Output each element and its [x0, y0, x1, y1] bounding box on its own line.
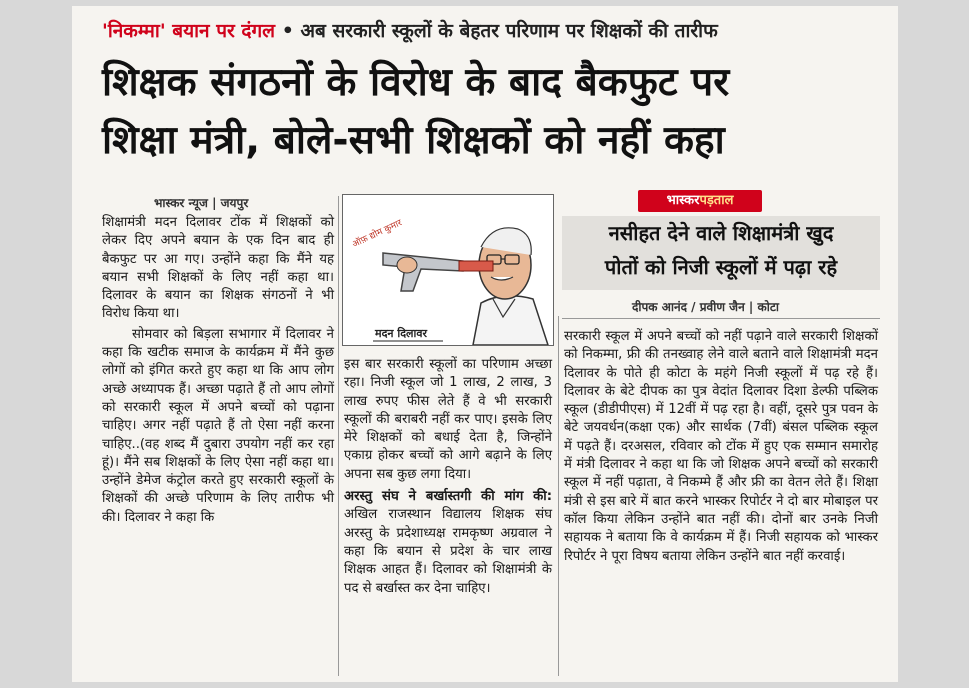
column-divider: [558, 316, 559, 676]
main-headline: [102, 54, 892, 170]
bhaskar-padtal-badge: [638, 190, 762, 212]
sidebar-headline-line-1: नसीहत देने वाले शिक्षामंत्री खुद: [608, 221, 834, 245]
col2-paragraph-2-text: अखिल राजस्थान विद्यालय शिक्षक संघ अरस्तु के प्रदेशाध्यक्ष रामकृष्ण अग्रवाल ने कहा कि बयान से प्रदेश के चार लाख शिक्षक आहत हैं। दिलावर को शिक्षामंत्री के पद से बर्खास्त कर देना चाहिए।: [344, 507, 552, 596]
col2-subheading: अरस्तु संघ ने बर्खास्तगी की मांग की:: [344, 489, 552, 505]
column-3: [564, 328, 878, 568]
cartoon-bubble: ऑफ़ द्योम कुमार: [350, 218, 404, 250]
col1-paragraph-2: सोमवार को बिड़ला सभागार में दिलावर ने कहा कि खटीक समाज के कार्यक्रम में मैंने कुछ लोगों को इंगित करते हुए कहा था कि आप लोग अच्छे अध्यापक हैं। अच्छा पढ़ाते हैं तो आप लोगों को सरकारी स्कूल में अपने बच्चों को पढ़ाना चाहिए। अगर नहीं पढ़ाते हैं तो ऐसा नहीं करना चाहिए..(वह शब्द मैं दुबारा उपयोग नहीं कर रहा हूं)। मैंने सब शिक्षकों के लिए ऐसा नहीं कहा था। उन्होंने डेमेज कंट्रोल करते हुए सरकारी स्कूलों के शिक्षकों की अच्छे परिणाम के लिए तारीफ भी की। दिलावर ने कहा कि: [102, 326, 334, 525]
column-2: [344, 356, 552, 600]
headline-line-2: शिक्षा मंत्री, बोले-सभी शिक्षकों को नहीं कहा: [102, 118, 725, 163]
sidebar-headline-line-2: पोतों को निजी स्कूलों में पढ़ा रहे: [604, 255, 838, 279]
sidebar-headline: [562, 216, 880, 290]
newspaper-clipping: [72, 6, 898, 682]
col2-paragraph-2: [344, 488, 552, 598]
kicker-text: • अब सरकारी स्कूलों के बेहतर परिणाम पर शिक्षकों की तारीफ: [281, 20, 718, 42]
byline-right: दीपक आनंद / प्रवीण जैन | कोटा: [632, 300, 779, 314]
headline-line-1: शिक्षक संगठनों के विरोध के बाद बैकफुट पर: [102, 60, 730, 105]
kicker-line: [102, 16, 718, 46]
col3-paragraph-1: सरकारी स्कूल में अपने बच्चों को नहीं पढ़ाने वाले सरकारी शिक्षकों को निकम्मा, फ्री की तनख्वाह लेने वाले बताने वाले शिक्षामंत्री मदन दिलावर के पोते ही कोटा के महंगे निजी स्कूलों में पढ़ रहे हैं। दिलावर के बेटे दीपक का पुत्र वेदांत दिलावर दिशा डेल्फी पब्लिक स्कूल (डीडीपीएस) में 12वीं में पढ़ रहा है। वहीं, दूसरे पुत्र पवन के बेटे जयवर्धन(कक्षा एक) और सार्थक (7वीं) बंसल पब्लिक स्कूल में पढ़ते हैं। दरअसल, रविवार को टोंक में हुए एक सम्मान समारोह में मंत्री दिलावर ने कहा था कि जो शिक्षक अपने बच्चों को सरकारी स्कूल में नहीं पढ़ाता, वे निकम्मे हैं और फ्री का वेतन लेते हैं। शिक्षा मंत्री से इस बारे में बात करने भास्कर रिपोर्टर ने दो बार मोबाइल पर कॉल किया लेकिन उन्होंने बात नहीं की। दोनों बार उनके निजी सहायक ने बताया कि वे कार्यक्रम में हैं। निजी सहायक को भास्कर रिपोर्टर ने पूरा विषय बताया लेकिन उन्होंने बात नहीं करवाई।: [564, 329, 878, 564]
political-cartoon: [342, 194, 554, 346]
cartoon-caption: मदन दिलावर: [375, 327, 427, 340]
col2-paragraph-1: इस बार सरकारी स्कूलों का परिणाम अच्छा रहा। निजी स्कूल जो 1 लाख, 2 लाख, 3 लाख रुपए फीस लेते हैं वे भी सरकारी स्कूलों की बराबरी नहीं कर पाए। इसके लिए मेरे शिक्षकों को बधाई देता है, जिन्होंने एकाग्र होकर बच्चों को आगे बढ़ाने के लिए अपना सब कुछ लगा दिया।: [344, 357, 552, 482]
kicker-highlight: 'निकम्मा' बयान पर दंगल: [102, 20, 276, 42]
col1-paragraph-1: शिक्षामंत्री मदन दिलावर टोंक में शिक्षकों को लेकर दिए अपने बयान के एक दिन बाद ही बैकफुट पर आ गए। उन्होंने कहा कि मैंने यह बयान सभी शिक्षकों के लिए नहीं कहा था। दिलावर के बयान का शिक्षक संगठनों ने भी विरोध किया था।: [102, 215, 334, 322]
badge-brand: भास्कर: [666, 193, 700, 208]
column-divider: [338, 196, 339, 676]
badge-label: पड़ताल: [699, 193, 734, 208]
column-1: [102, 214, 334, 529]
cartoon-illustration: [343, 195, 553, 345]
horizontal-rule: [562, 318, 880, 319]
byline-left: भास्कर न्यूज | जयपुर: [154, 196, 249, 210]
